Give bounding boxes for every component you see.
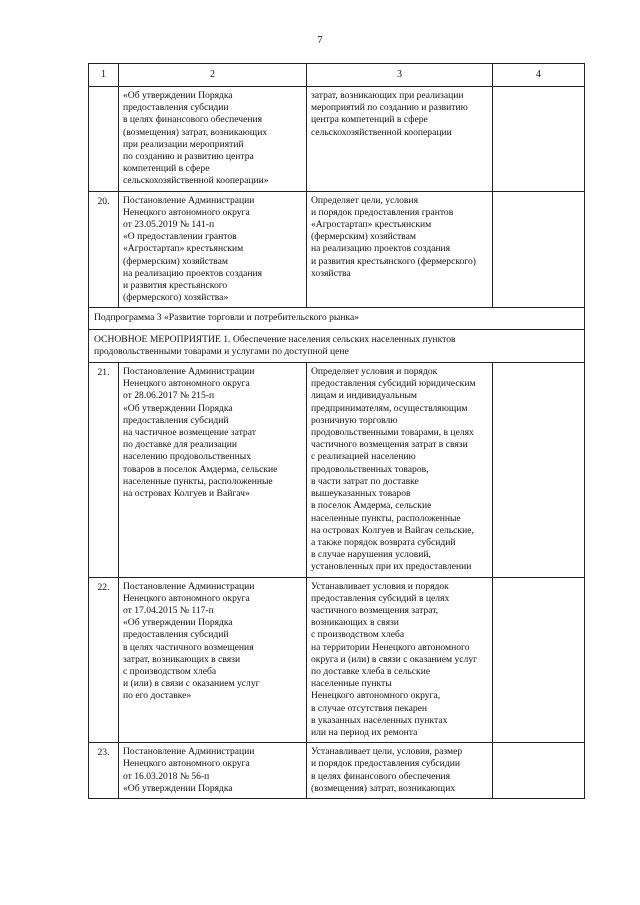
- column-header: 3: [307, 64, 493, 87]
- text-line: от 28.06.2017 № 215-п: [123, 390, 215, 402]
- text-line: в целях частичного возмещения: [123, 641, 254, 653]
- text-line: Ненецкого автономного округа: [123, 206, 250, 218]
- text-line: в части затрат по доставке: [311, 475, 419, 487]
- text-line: мероприятий по созданию и развитию: [311, 102, 468, 114]
- text-line: «Об утверждении Порядка: [123, 782, 233, 794]
- text-line: населенные пункты: [311, 678, 392, 690]
- text-line: Подпрограмма 3 «Развитие торговли и потребительского рынка»: [94, 312, 360, 324]
- table-row: [89, 87, 585, 192]
- text-line: товаров в поселок Амдерма, сельские: [123, 463, 278, 475]
- header-row: [89, 64, 585, 87]
- text-line: и порядок предоставления субсидии: [311, 758, 460, 770]
- text-line: (возмещения) затрат, возникающих: [123, 126, 268, 138]
- text-line: на реализацию проектов создания: [311, 243, 451, 255]
- text-line: Ненецкого автономного округа: [123, 592, 250, 604]
- text-line: продовольственных товаров,: [311, 463, 429, 475]
- text-line: в целях финансового обеспечения: [123, 114, 263, 126]
- text-line: Ненецкого автономного округа,: [311, 690, 441, 702]
- text-line: предоставления субсидий: [123, 414, 229, 426]
- row-number: 21.: [89, 363, 119, 577]
- text-line: а также порядок возврата субсидий: [311, 536, 456, 548]
- column-header: 4: [493, 64, 585, 87]
- text-line: на частичное возмещение затрат: [123, 427, 256, 439]
- text-line: лицам и индивидуальным: [311, 390, 417, 402]
- text-line: и развития крестьянского: [123, 280, 228, 292]
- column-header: 2: [119, 64, 307, 87]
- text-line: населению продовольственных: [123, 451, 252, 463]
- text-line: ОСНОВНОЕ МЕРОПРИЯТИЕ 1. Обеспечение населения сельских населенных пунктов: [94, 333, 456, 345]
- text-line: и (или) в связи с оказанием услуг: [123, 678, 260, 690]
- note-cell: [493, 363, 585, 577]
- text-line: центра компетенций в сфере: [311, 114, 428, 126]
- text-line: (фермерского) хозяйства»: [123, 292, 229, 304]
- text-line: Устанавливает условия и порядок: [311, 580, 449, 592]
- purpose-cell: [307, 363, 493, 577]
- text-line: или на период их ремонта: [311, 726, 418, 738]
- text-line: с реализацией населению: [311, 451, 416, 463]
- text-line: в случае отсутствия пекарен: [311, 702, 428, 714]
- text-line: вышеуказанных товаров: [311, 488, 411, 500]
- text-line: на островах Колгуев и Вайгач»: [123, 488, 250, 500]
- text-line: на островах Колгуев и Вайгач сельские,: [311, 524, 474, 536]
- text-line: «Об утверждении Порядка: [123, 617, 233, 629]
- text-line: (фермерским) хозяйствам: [123, 255, 228, 267]
- text-line: «Об утверждении Порядка: [123, 402, 233, 414]
- text-line: с производством хлеба: [311, 629, 405, 641]
- table-row: [89, 363, 585, 577]
- note-cell: [493, 577, 585, 743]
- document-table: [88, 63, 585, 799]
- text-line: населенные пункты, расположенные: [311, 512, 461, 524]
- text-line: по созданию и развитию центра: [123, 151, 254, 163]
- legal-act-cell: [119, 191, 307, 308]
- text-line: «Агростартап» крестьянским: [311, 219, 432, 231]
- legal-act-cell: [119, 87, 307, 192]
- row-number: 22.: [89, 577, 119, 743]
- table-row: [89, 577, 585, 743]
- text-line: по доставке хлеба в сельские: [311, 665, 431, 677]
- note-cell: [493, 191, 585, 308]
- text-line: в случае нарушения условий,: [311, 549, 431, 561]
- text-line: Определяет условия и порядок: [311, 366, 438, 378]
- text-line: от 17.04.2015 № 117-п: [123, 604, 214, 616]
- text-line: по доставке для реализации: [123, 439, 238, 451]
- note-cell: [493, 743, 585, 799]
- text-line: от 23.05.2019 № 141-п: [123, 219, 215, 231]
- purpose-cell: [307, 743, 493, 799]
- row-number: [89, 87, 119, 192]
- section-title: [89, 329, 585, 362]
- text-line: предпринимателям, осуществляющим: [311, 402, 468, 414]
- text-line: предоставления субсидий: [123, 629, 229, 641]
- section-title: [89, 308, 585, 329]
- text-line: Ненецкого автономного округа: [123, 378, 250, 390]
- text-line: предоставления субсидий юридическим: [311, 378, 476, 390]
- text-line: и порядок предоставления грантов: [311, 206, 454, 218]
- text-line: населенные пункты, расположенные: [123, 475, 273, 487]
- text-line: округа и (или) в связи с оказанием услуг: [311, 653, 478, 665]
- text-line: и развития крестьянского (фермерского): [311, 255, 476, 267]
- page-number: 7: [317, 34, 323, 46]
- text-line: частичного возмещения затрат в связи: [311, 439, 468, 451]
- section-row: [89, 329, 585, 362]
- text-line: возникающих в связи: [311, 617, 399, 629]
- text-line: продовольственными товарами, в целях: [311, 427, 474, 439]
- table-row: [89, 191, 585, 308]
- row-number: 23.: [89, 743, 119, 799]
- purpose-cell: [307, 87, 493, 192]
- text-line: с производством хлеба: [123, 665, 217, 677]
- legal-act-cell: [119, 743, 307, 799]
- text-line: (фермерским) хозяйствам: [311, 231, 416, 243]
- text-line: сельскохозяйственной кооперации: [311, 126, 452, 138]
- note-cell: [493, 87, 585, 192]
- text-line: хозяйства: [311, 267, 351, 279]
- text-line: от 16.03.2018 № 56-п: [123, 770, 210, 782]
- text-line: «Об утверждении Порядка: [123, 90, 233, 101]
- purpose-cell: [307, 191, 493, 308]
- text-line: розничную торговлю: [311, 414, 398, 426]
- text-line: на территории Ненецкого автономного: [311, 641, 470, 653]
- text-line: компетенций в сфере: [123, 163, 210, 175]
- text-line: сельскохозяйственной кооперации»: [123, 175, 269, 187]
- text-line: затрат, возникающих при реализации: [311, 90, 464, 101]
- text-line: затрат, возникающих в связи: [123, 653, 241, 665]
- section-row: [89, 308, 585, 329]
- text-line: (возмещения) затрат, возникающих: [311, 782, 456, 794]
- table-row: [89, 743, 585, 799]
- text-line: Устанавливает цели, условия, размер: [311, 746, 463, 758]
- text-line: по его доставке»: [123, 690, 192, 702]
- purpose-cell: [307, 577, 493, 743]
- text-line: частичного возмещения затрат,: [311, 604, 439, 616]
- text-line: Постановление Администрации: [123, 366, 255, 378]
- text-line: в целях финансового обеспечения: [311, 770, 451, 782]
- text-line: «Агростартап» крестьянским: [123, 243, 244, 255]
- text-line: «О предоставлении грантов: [123, 231, 237, 243]
- legal-act-cell: [119, 577, 307, 743]
- text-line: продовольственными товарами и услугами по доступной цене: [94, 345, 349, 357]
- text-line: Определяет цели, условия: [311, 194, 419, 206]
- text-line: на реализацию проектов создания: [123, 267, 263, 279]
- column-header: 1: [89, 64, 119, 87]
- text-line: Постановление Администрации: [123, 746, 255, 758]
- text-line: Постановление Администрации: [123, 580, 255, 592]
- text-line: в поселок Амдерма, сельские: [311, 500, 432, 512]
- text-line: предоставления субсидии: [123, 102, 229, 114]
- text-line: Ненецкого автономного округа: [123, 758, 250, 770]
- legal-act-cell: [119, 363, 307, 577]
- text-line: предоставления субсидий в целях: [311, 592, 450, 604]
- row-number: 20.: [89, 191, 119, 308]
- text-line: Постановление Администрации: [123, 194, 255, 206]
- text-line: в указанных населенных пунктах: [311, 714, 448, 726]
- text-line: при реализации мероприятий: [123, 138, 244, 150]
- text-line: установленных при их предоставлении: [311, 561, 472, 573]
